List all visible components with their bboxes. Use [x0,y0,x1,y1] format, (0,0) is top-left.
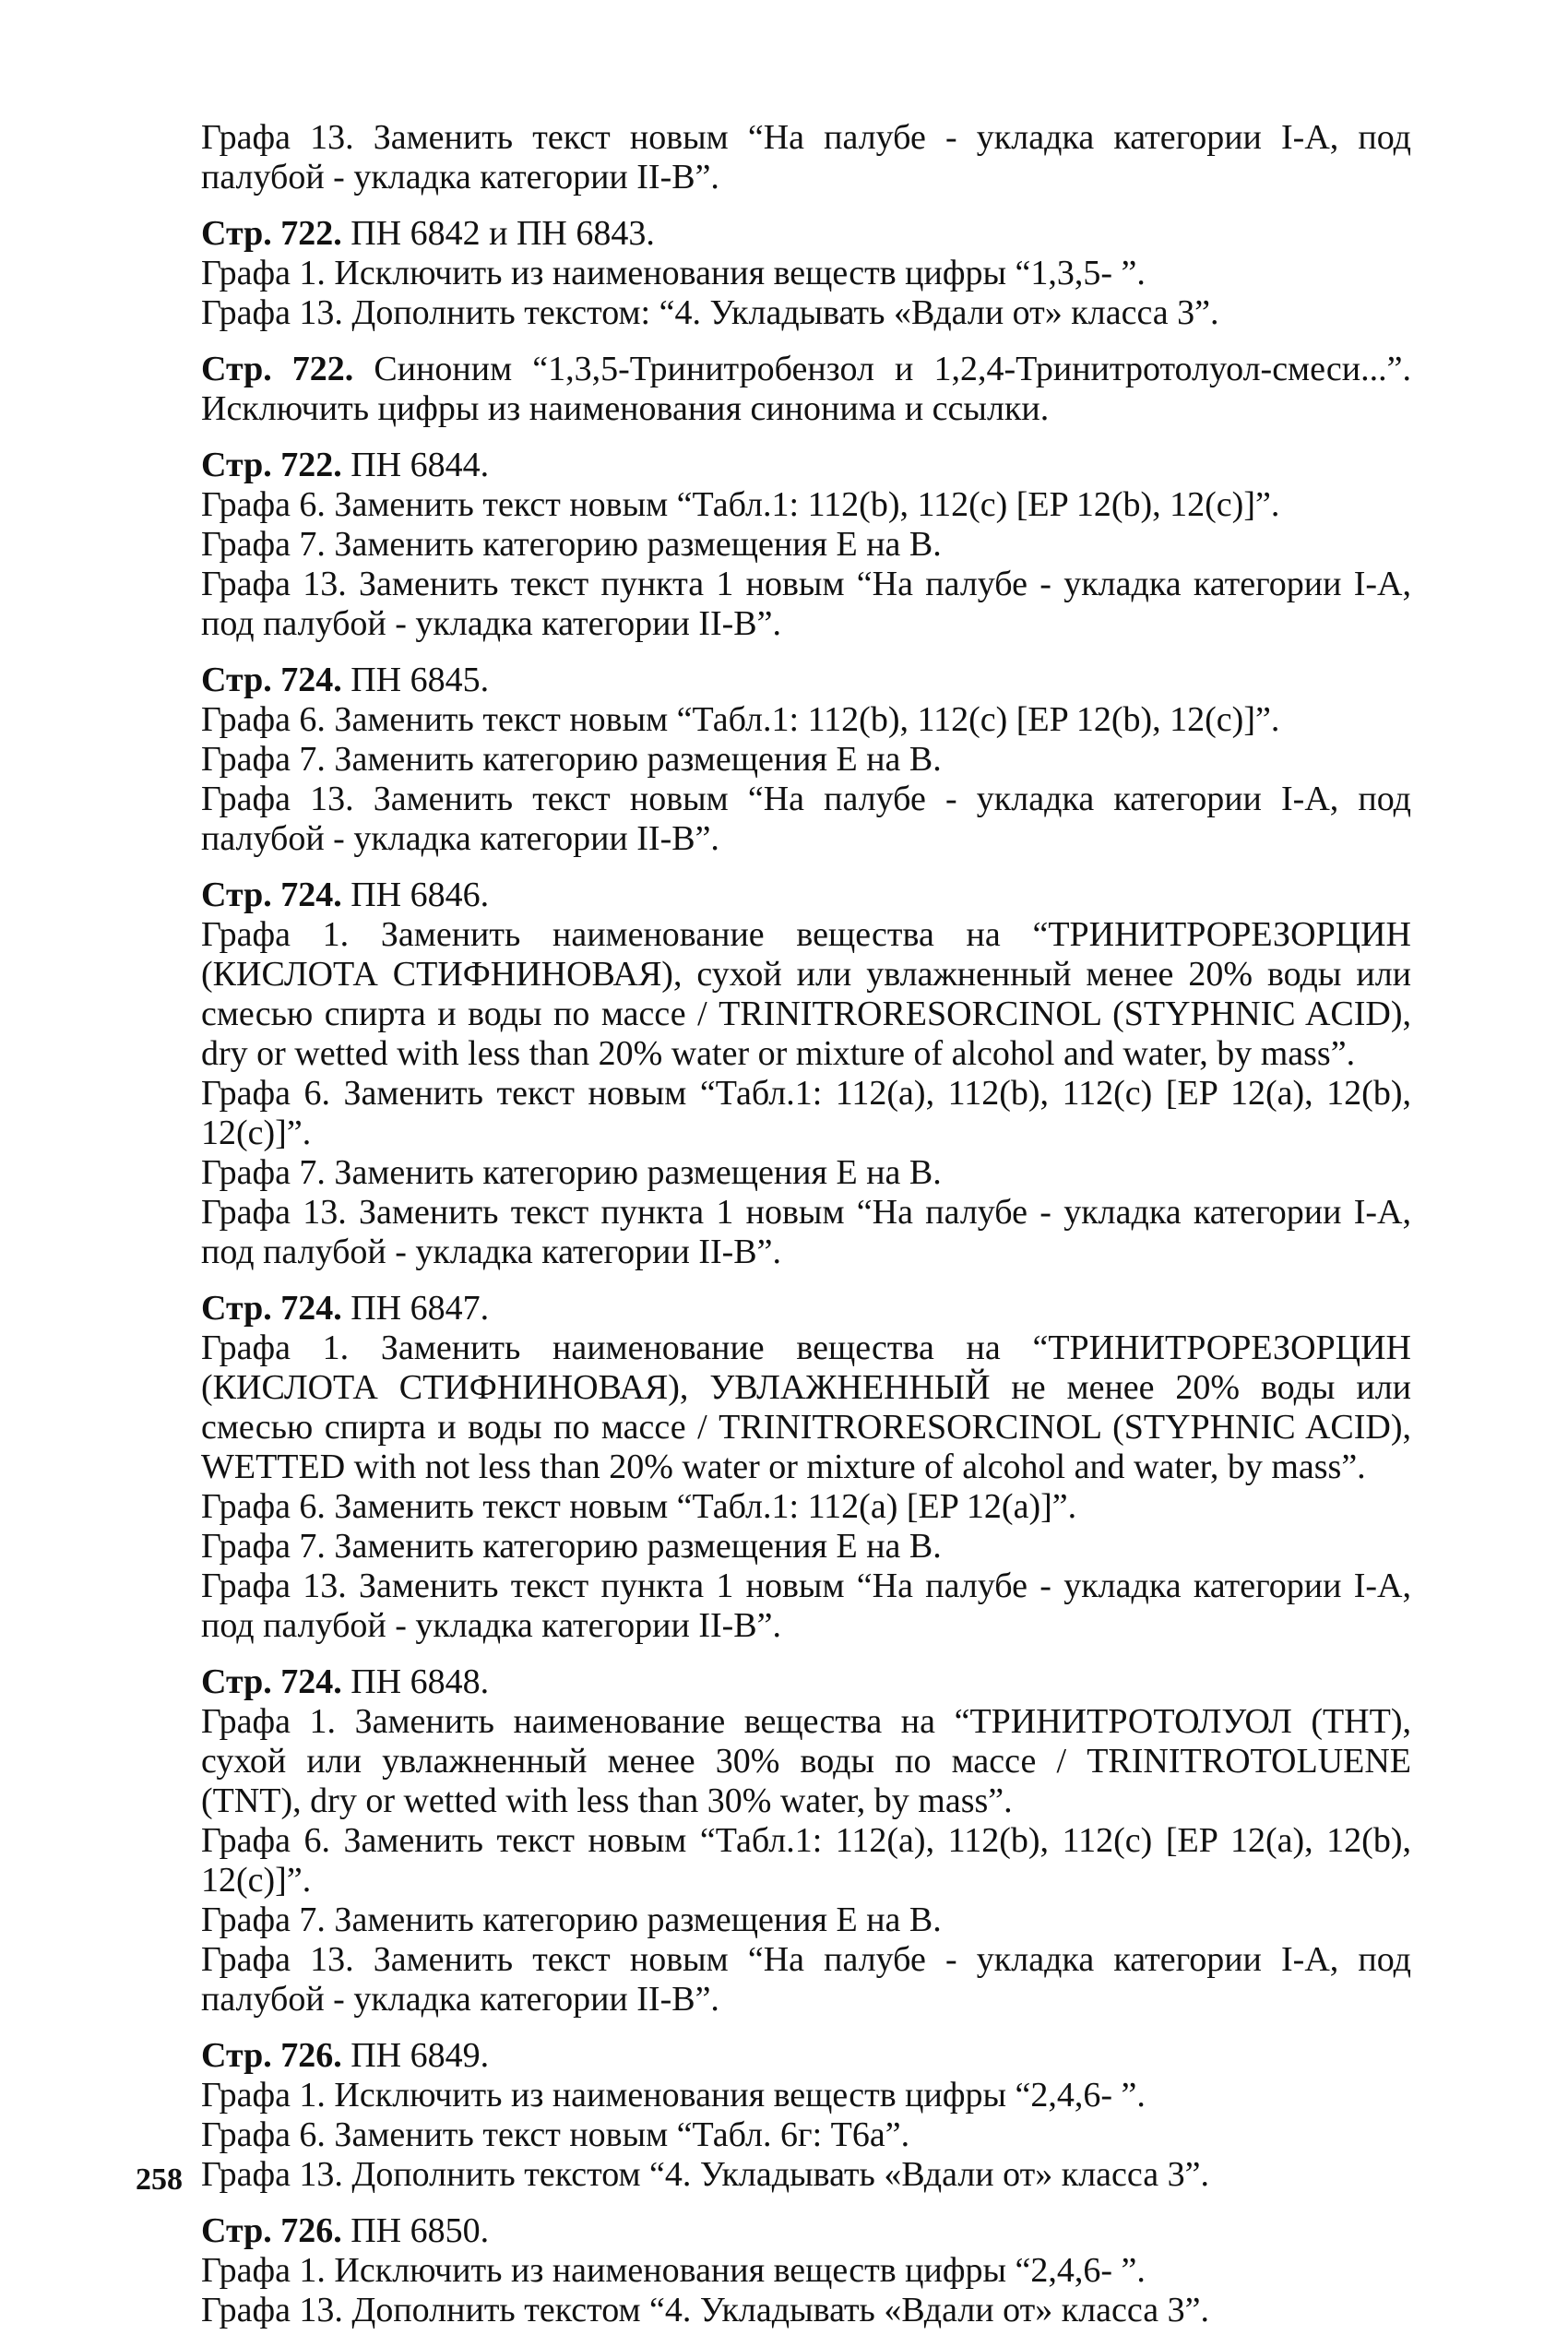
amendment-line: Графа 1. Исключить из наименования веществ цифры “2,4,6- ”. [201,2076,1146,2115]
un-number-reference: ПН 6846. [341,876,490,914]
amendment-line: Графа 13. Заменить текст пункта 1 новым “На палубе - укладка категории I-A, под палубой - укладка категории II-B”. [201,565,1411,643]
section-heading [201,446,1411,485]
amendment-line: Графа 6. Заменить текст новым “Табл.1: 112(b), 112(c) [EP 12(b), 12(c)]”. [201,485,1280,524]
un-number-reference: ПН 6847. [341,1289,490,1328]
section-heading [201,350,1411,429]
amendment-section [201,446,1411,644]
amendment-line: Графа 7. Заменить категорию размещения E на B. [201,1527,942,1566]
amendment-line: Графа 7. Заменить категорию размещения E на B. [201,525,942,564]
amendment-line: Графа 13. Дополнить текстом “4. Укладывать «Вдали от» класса 3”. [201,2155,1209,2194]
page-reference: Стр. 722. [201,214,342,253]
amendment-section [201,350,1411,429]
amendment-line: Графа 13. Заменить текст новым “На палубе - укладка категории I-A, под палубой - укладка категории II-B”. [201,1940,1411,2019]
section-heading [201,661,1411,700]
amendment-section [201,118,1411,197]
un-number-reference: ПН 6845. [341,661,490,699]
document-body [201,118,1411,2347]
amendment-section [201,214,1411,333]
page-reference: Стр. 726. [201,2036,342,2075]
amendment-section [201,2036,1411,2195]
un-number-reference: ПН 6842 и ПН 6843. [341,214,655,253]
section-heading [201,2036,1411,2076]
amendment-line: Графа 6. Заменить текст новым “Табл.1: 112(a), 112(b), 112(c) [EP 12(a), 12(b), 12(c)]”. [201,1074,1411,1152]
amendment-section [201,2211,1411,2330]
amendment-line: Графа 7. Заменить категорию размещения E на B. [201,1153,942,1192]
amendment-line: Графа 13. Дополнить текстом “4. Укладывать «Вдали от» класса 3”. [201,2291,1209,2329]
amendment-line: Графа 7. Заменить категорию размещения E на B. [201,740,942,779]
amendment-section [201,1289,1411,1646]
amendment-line: Графа 1. Исключить из наименования веществ цифры “1,3,5- ”. [201,254,1146,292]
section-heading [201,1662,1411,1702]
amendment-line: Графа 6. Заменить текст новым “Табл.1: 112(a), 112(b), 112(c) [EP 12(a), 12(b), 12(c)]”. [201,1821,1411,1900]
amendment-line: Графа 13. Заменить текст пункта 1 новым “На палубе - укладка категории I-A, под палубой - укладка категории II-B”. [201,1193,1411,1271]
amendment-line: Графа 6. Заменить текст новым “Табл.1: 112(b), 112(c) [EP 12(b), 12(c)]”. [201,700,1280,739]
amendment-line: Графа 13. Заменить текст пункта 1 новым “На палубе - укладка категории I-A, под палубой - укладка категории II-B”. [201,1567,1411,1645]
amendment-line: Графа 1. Заменить наименование вещества на “ТРИНИТРОРЕЗОРЦИН (КИСЛОТА СТИФНИНОВАЯ), УВЛАЖНЕННЫЙ не менее 20% воды или смесью спирта и воды по массе / TRINITRORESORCINOL (STYPHNIC ACID), WETTED with not less than 20% water or mixture of alcohol and water, by mass”. [201,1328,1411,1486]
un-number-reference: ПН 6848. [341,1662,490,1701]
page-reference: Стр. 724. [201,1289,342,1328]
page-reference: Стр. 724. [201,661,342,699]
page-reference: Стр. 726. [201,2211,342,2250]
amendment-section [201,1662,1411,2019]
amendment-line: Графа 6. Заменить текст новым “Табл.1: 112(a) [EP 12(a)]”. [201,1487,1077,1526]
un-number-reference: Синоним “1,3,5-Тринитробензол и 1,2,4-Тринитротолуол-смеси...”. Исключить цифры из наименования синонима и ссылки. [201,350,1411,428]
section-heading [201,214,1411,254]
amendment-line: Графа 13. Заменить текст новым “На палубе - укладка категории I-A, под палубой - укладка категории II-B”. [201,118,1411,197]
un-number-reference: ПН 6844. [341,446,490,484]
amendment-line: Графа 13. Дополнить текстом: “4. Укладывать «Вдали от» класса 3”. [201,293,1219,332]
page-reference: Стр. 724. [201,876,342,914]
amendment-line: Графа 7. Заменить категорию размещения E на B. [201,1900,942,1939]
un-number-reference: ПН 6850. [341,2211,490,2250]
amendment-section [201,661,1411,859]
amendment-section [201,876,1411,1272]
page-reference: Стр. 722. [201,350,354,388]
section-heading [201,2211,1411,2251]
page-reference: Стр. 724. [201,1662,342,1701]
amendment-line: Графа 1. Исключить из наименования веществ цифры “2,4,6- ”. [201,2251,1146,2290]
section-heading [201,876,1411,915]
page-reference: Стр. 722. [201,446,342,484]
un-number-reference: ПН 6849. [341,2036,490,2075]
amendment-line: Графа 6. Заменить текст новым “Табл. 6г: Т6а”. [201,2115,910,2154]
amendment-line: Графа 13. Заменить текст новым “На палубе - укладка категории I-A, под палубой - укладка категории II-B”. [201,780,1411,858]
amendment-line: Графа 1. Заменить наименование вещества на “ТРИНИТРОТОЛУОЛ (ТНТ), сухой или увлажненный менее 30% воды по массе / TRINITROTOLUENE (TNT), dry or wetted with less than 30% water, by mass”. [201,1702,1411,1820]
section-heading [201,1289,1411,1328]
page-number: 258 [136,2162,183,2197]
amendment-line: Графа 1. Заменить наименование вещества на “ТРИНИТРОРЕЗОРЦИН (КИСЛОТА СТИФНИНОВАЯ), сухой или увлажненный менее 20% воды или смесью спирта и воды по массе / TRINITRORESORCINOL (STYPHNIC ACID), dry or wetted with less than 20% water or mixture of alcohol and water, by mass”. [201,915,1411,1073]
